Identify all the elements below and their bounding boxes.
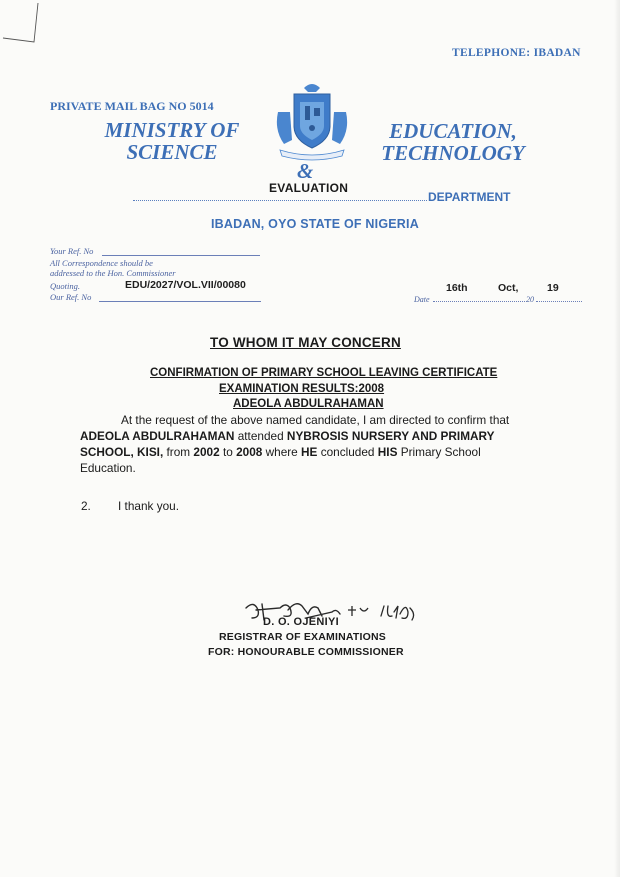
ministry-name-left — [102, 119, 242, 163]
signer-title: REGISTRAR OF EXAMINATIONS — [219, 631, 386, 643]
evaluation-label: EVALUATION — [269, 181, 349, 195]
ministry-left-line2: SCIENCE — [126, 140, 218, 164]
quoting-reference-number: EDU/2027/VOL.VII/00080 — [125, 279, 246, 291]
item-2-text: I thank you. — [118, 499, 179, 513]
ampersand: & — [297, 159, 314, 183]
item-2-number: 2. — [81, 499, 91, 513]
date-century: 20 — [526, 295, 534, 304]
date-day: 16th — [446, 282, 468, 294]
subject-line-2: EXAMINATION RESULTS:2008 — [219, 383, 385, 395]
your-ref-label: Your Ref. No — [50, 246, 94, 256]
school-name: NYBROSIS NURSERY AND PRIMARY SCHOOL, KISI, — [80, 429, 495, 459]
corner-pen-mark — [0, 0, 60, 50]
our-ref-underline — [99, 301, 261, 302]
ministry-right-line1: EDUCATION, — [389, 119, 517, 143]
address-line: IBADAN, OYO STATE OF NIGERIA — [211, 217, 419, 231]
body-paragraph: At the request of the above named candidate, I am directed to confirm that ADEOLA ABDULRAHAMAN attended NYBROSIS NURSERY AND PRIMARY SCHOOL, KISI, from 2002 to 2008 where HE concluded HIS Primary School Education. — [80, 413, 510, 475]
department-dotted-line — [133, 188, 427, 201]
ministry-right-line2: TECHNOLOGY — [381, 141, 525, 165]
department-label: DEPARTMENT — [428, 190, 511, 204]
ministry-left-line1: MINISTRY OF — [104, 118, 240, 142]
mail-bag-number: PRIVATE MAIL BAG NO 5014 — [50, 99, 214, 113]
year-to: 2008 — [236, 445, 263, 459]
correspondence-line-1: All Correspondence should be — [50, 258, 153, 268]
signer-name: D. O. OJENIYI — [263, 616, 340, 628]
quoting-label: Quoting. — [50, 281, 80, 291]
subject-line-3: ADEOLA ABDULRAHAMAN — [233, 398, 384, 410]
date-label: Date — [414, 295, 430, 304]
year-from: 2002 — [193, 445, 220, 459]
our-ref-label: Our Ref. No — [50, 292, 92, 302]
for-commissioner-line: FOR: HONOURABLE COMMISSIONER — [208, 646, 404, 658]
correspondence-line-2: addressed to the Hon. Commissioner — [50, 268, 176, 278]
date-month: Oct, — [498, 282, 519, 294]
date-year-dotted-line — [536, 297, 582, 302]
date-year: 19 — [547, 282, 559, 294]
your-ref-underline — [102, 255, 260, 256]
ministry-name-right — [380, 120, 526, 164]
coat-of-arms-crest-icon — [270, 82, 354, 162]
page-edge-shadow — [614, 0, 620, 877]
date-dotted-line — [433, 297, 525, 302]
letter-heading: TO WHOM IT MAY CONCERN — [210, 335, 401, 350]
subject-line-1: CONFIRMATION OF PRIMARY SCHOOL LEAVING CERTIFICATE — [150, 367, 498, 379]
candidate-name: ADEOLA ABDULRAHAMAN — [80, 429, 235, 443]
telephone-line: TELEPHONE: IBADAN — [452, 47, 581, 59]
